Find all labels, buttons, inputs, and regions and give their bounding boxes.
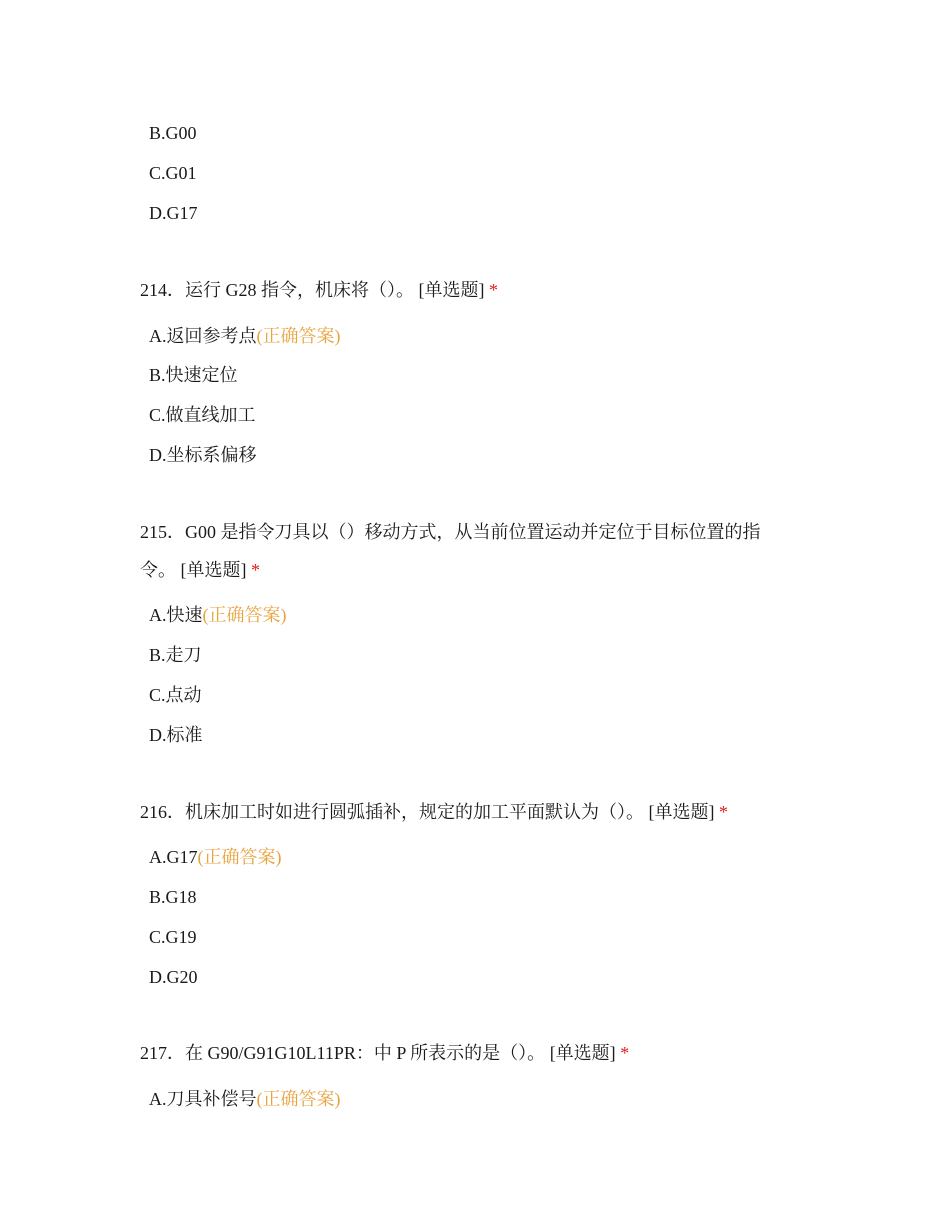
option-label: A.刀具补偿号 [149, 1089, 257, 1109]
option-d: D.坐标系偏移 [149, 445, 257, 465]
question-type: [单选题] [648, 802, 715, 822]
option-d: D.G20 [149, 967, 198, 987]
correct-answer-tag: (正确答案) [197, 847, 282, 867]
question-215-line2 [140, 558, 260, 582]
question-216 [140, 800, 728, 824]
option-a [149, 845, 282, 869]
question-text: 216．机床加工时如进行圆弧插补，规定的加工平面默认为（）。 [140, 802, 644, 822]
question-type: [单选题] [549, 1043, 616, 1063]
correct-answer-tag: (正确答案) [256, 1089, 341, 1109]
option-b: B.快速定位 [149, 365, 238, 385]
option-c: C.G01 [149, 163, 197, 183]
required-mark: * [489, 280, 498, 300]
question-type: [单选题] [418, 280, 485, 300]
option-a [149, 324, 341, 348]
correct-answer-tag: (正确答案) [202, 605, 287, 625]
required-mark: * [719, 802, 728, 822]
option-label: A.返回参考点 [149, 326, 257, 346]
option-c: C.G19 [149, 927, 197, 947]
option-b: B.G00 [149, 123, 197, 143]
option-c: C.做直线加工 [149, 405, 256, 425]
question-215-line1: 215．G00 是指令刀具以（）移动方式，从当前位置运动并定位于目标位置的指 [140, 522, 761, 542]
question-text: 217．在 G90/G91G10L11PR：中 P 所表示的是（）。 [140, 1043, 546, 1063]
question-text: 令。 [140, 560, 176, 580]
option-label: A.快速 [149, 605, 203, 625]
question-text: 214．运行 G28 指令，机床将（）。 [140, 280, 414, 300]
question-214 [140, 278, 498, 302]
option-b: B.G18 [149, 887, 197, 907]
option-b: B.走刀 [149, 645, 202, 665]
option-label: A.G17 [149, 847, 198, 867]
correct-answer-tag: (正确答案) [256, 326, 341, 346]
required-mark: * [620, 1043, 630, 1063]
question-217 [140, 1041, 629, 1065]
option-a [149, 603, 287, 627]
option-d: D.G17 [149, 203, 198, 223]
required-mark: * [251, 560, 260, 580]
option-d: D.标准 [149, 725, 203, 745]
question-type: [单选题] [180, 560, 247, 580]
option-c: C.点动 [149, 685, 202, 705]
option-a [149, 1087, 341, 1111]
